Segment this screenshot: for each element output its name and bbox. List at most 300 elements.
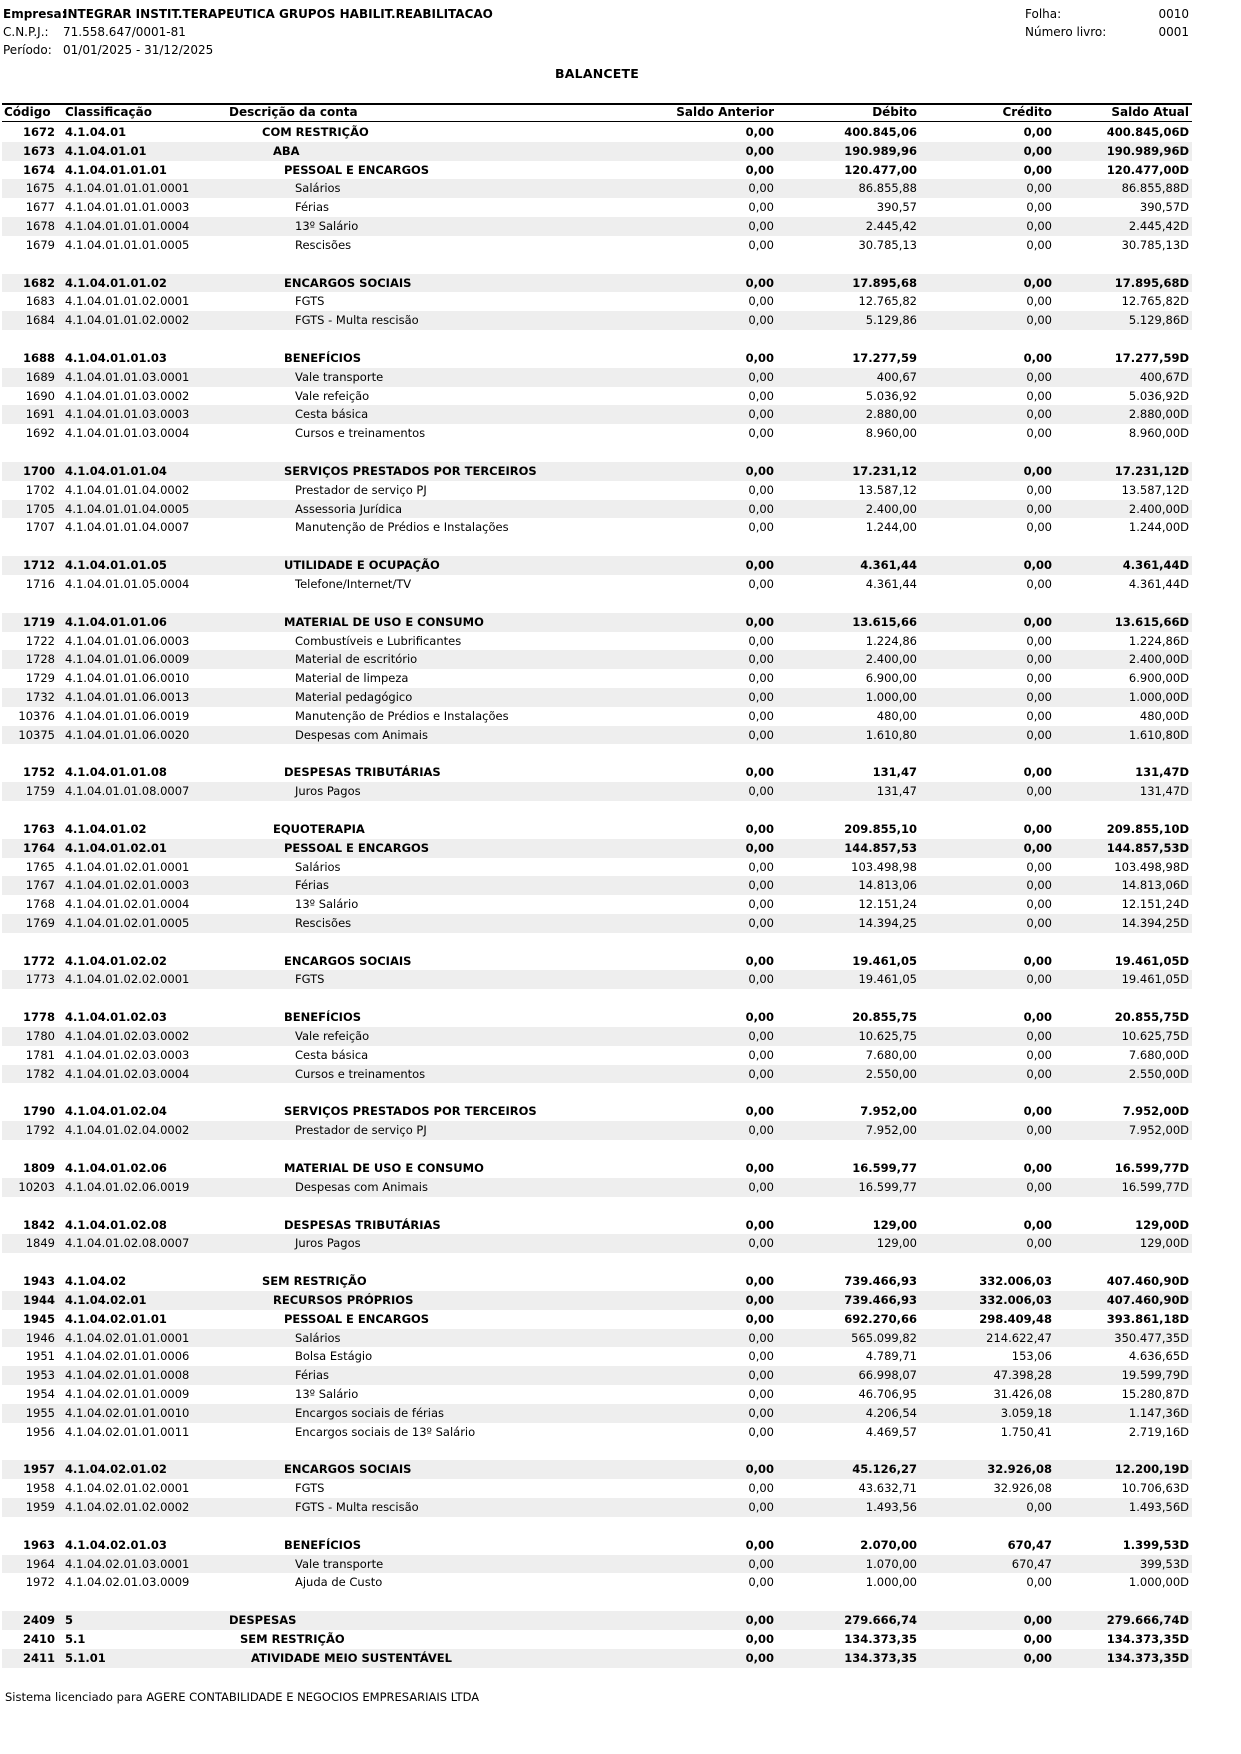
account-section [2, 1611, 1192, 1667]
cell-credito: 153,06 [1011, 1349, 1052, 1364]
cell-classificacao: 4.1.04.02.01.01.0009 [65, 1387, 190, 1402]
cell-credito: 0,00 [1026, 576, 1052, 591]
cell-credito: 0,00 [1023, 463, 1052, 478]
cell-credito: 0,00 [1023, 1613, 1052, 1628]
cell-classificacao: 4.1.04.01.01 [65, 143, 147, 158]
cell-saldo-anterior: 0,00 [748, 1066, 774, 1081]
cell-credito: 0,00 [1026, 200, 1052, 215]
cell-classificacao: 4.1.04.02.01 [65, 1293, 147, 1308]
cell-debito: 480,00 [876, 708, 917, 723]
cell-credito: 298.409,48 [979, 1311, 1052, 1326]
table-row [2, 405, 1192, 424]
cell-debito: 1.244,00 [865, 520, 917, 535]
numero-livro-value: 0001 [1158, 25, 1189, 39]
cell-descricao: UTILIDADE E OCUPAÇÃO [284, 558, 440, 573]
cell-debito: 16.599,77 [852, 1161, 917, 1176]
cell-descricao: Prestador de serviço PJ [295, 482, 427, 497]
empresa-value: INTEGRAR INSTIT.TERAPEUTICA GRUPOS HABILIT.REABILITACAO [63, 7, 493, 21]
cell-saldo-anterior: 0,00 [748, 633, 774, 648]
cell-debito: 43.632,71 [858, 1481, 917, 1496]
cell-credito: 0,00 [1026, 784, 1052, 799]
cell-descricao: Despesas com Animais [295, 727, 428, 742]
cell-descricao: BENEFÍCIOS [284, 350, 362, 365]
cell-descricao: RECURSOS PRÓPRIOS [273, 1293, 414, 1308]
cell-codigo: 10375 [18, 727, 55, 742]
cell-saldo-atual: 17.231,12D [1114, 463, 1189, 478]
cell-credito: 0,00 [1026, 708, 1052, 723]
cell-debito: 390,57 [876, 200, 917, 215]
cell-credito: 0,00 [1026, 1029, 1052, 1044]
cell-codigo: 1690 [25, 388, 55, 403]
column-header-saldo-atual: Saldo Atual [1111, 105, 1189, 119]
cell-credito: 0,00 [1023, 1650, 1052, 1665]
cell-codigo: 10203 [18, 1179, 55, 1194]
table-row [2, 349, 1192, 368]
cell-credito: 0,00 [1026, 294, 1052, 309]
cell-classificacao: 4.1.04.01.01.06.0010 [65, 671, 190, 686]
cell-descricao: 13º Salário [295, 897, 359, 912]
cell-credito: 0,00 [1026, 1500, 1052, 1515]
cell-credito: 0,00 [1026, 218, 1052, 233]
empresa-label: Empresa: [3, 7, 67, 21]
cell-debito: 692.270,66 [844, 1311, 917, 1326]
cell-descricao: Juros Pagos [295, 784, 361, 799]
cell-saldo-anterior: 0,00 [748, 897, 774, 912]
cell-saldo-atual: 2.445,42D [1128, 218, 1189, 233]
cell-saldo-atual: 480,00D [1139, 708, 1189, 723]
cell-codigo: 1972 [25, 1575, 55, 1590]
cell-saldo-anterior: 0,00 [748, 972, 774, 987]
cell-credito: 0,00 [1026, 313, 1052, 328]
cell-descricao: ENCARGOS SOCIAIS [284, 953, 412, 968]
account-section [2, 820, 1192, 933]
cell-credito: 0,00 [1023, 1104, 1052, 1119]
cell-classificacao: 4.1.04.02.01.01.0006 [65, 1349, 190, 1364]
cell-saldo-anterior: 0,00 [745, 143, 774, 158]
cell-codigo: 1964 [25, 1556, 55, 1571]
table-row [2, 858, 1192, 877]
cell-saldo-anterior: 0,00 [745, 558, 774, 573]
cell-credito: 0,00 [1026, 388, 1052, 403]
cell-saldo-atual: 7.680,00D [1128, 1047, 1189, 1062]
cell-debito: 4.469,57 [865, 1424, 917, 1439]
cell-saldo-atual: 1.224,86D [1128, 633, 1189, 648]
cell-descricao: Cesta básica [295, 407, 369, 422]
cell-debito: 12.151,24 [858, 897, 917, 912]
cell-saldo-atual: 2.880,00D [1128, 407, 1189, 422]
cell-descricao: MATERIAL DE USO E CONSUMO [284, 1161, 484, 1176]
cell-credito: 0,00 [1026, 1179, 1052, 1194]
cell-saldo-atual: 134.373,35D [1106, 1650, 1189, 1665]
cell-codigo: 1945 [22, 1311, 55, 1326]
cell-codigo: 1677 [25, 200, 55, 215]
table-row [2, 688, 1192, 707]
cell-saldo-anterior: 0,00 [745, 1311, 774, 1326]
cell-codigo: 1702 [25, 482, 55, 497]
table-row [2, 632, 1192, 651]
cell-classificacao: 5.1 [65, 1632, 86, 1646]
cell-classificacao: 4.1.04.01.02.03.0004 [65, 1066, 190, 1081]
cell-saldo-atual: 407.460,90D [1106, 1274, 1189, 1289]
periodo-value: 01/01/2025 - 31/12/2025 [63, 43, 214, 57]
cell-debito: 129,00 [872, 1217, 917, 1232]
column-header-debito: Débito [872, 105, 917, 119]
cell-debito: 565.099,82 [851, 1330, 917, 1345]
cell-debito: 2.400,00 [865, 652, 917, 667]
cell-codigo: 1944 [22, 1293, 55, 1308]
table-row [2, 1046, 1192, 1065]
cell-descricao: Férias [295, 878, 330, 893]
cell-codigo: 1780 [25, 1029, 55, 1044]
cell-saldo-anterior: 0,00 [748, 1556, 774, 1571]
cell-saldo-anterior: 0,00 [745, 1462, 774, 1477]
cell-credito: 0,00 [1026, 520, 1052, 535]
cell-descricao: Férias [295, 1368, 330, 1383]
cell-debito: 2.070,00 [860, 1537, 917, 1552]
cell-credito: 0,00 [1026, 181, 1052, 196]
table-row [2, 1178, 1192, 1197]
column-header-classificacao: Classificação [65, 105, 152, 119]
cell-debito: 400,67 [876, 369, 917, 384]
cell-classificacao: 4.1.04.01.01.02 [65, 275, 167, 290]
table-row [2, 1310, 1192, 1329]
cell-credito: 0,00 [1026, 859, 1052, 874]
cell-saldo-atual: 120.477,00D [1106, 162, 1189, 177]
cell-codigo: 2409 [22, 1613, 55, 1628]
cell-classificacao: 4.1.04.01.02.01 [65, 840, 167, 855]
account-section [2, 556, 1192, 594]
table-row [2, 1234, 1192, 1253]
cell-descricao: Salários [295, 859, 341, 874]
cell-descricao: Telefone/Internet/TV [295, 576, 412, 591]
cell-credito: 0,00 [1023, 953, 1052, 968]
cell-codigo: 1772 [22, 953, 55, 968]
cell-saldo-anterior: 0,00 [745, 821, 774, 836]
table-row [2, 462, 1192, 481]
cell-classificacao: 4.1.04.01.02.03.0003 [65, 1047, 190, 1062]
cell-descricao: Combustíveis e Lubrificantes [295, 633, 462, 648]
cell-saldo-anterior: 0,00 [748, 369, 774, 384]
column-header-codigo: Código [4, 105, 51, 119]
cell-classificacao: 4.1.04.01.01.01.0005 [65, 237, 190, 252]
table-row [2, 1573, 1192, 1592]
cell-debito: 1.493,56 [865, 1500, 917, 1515]
cell-descricao: Cursos e treinamentos [295, 426, 426, 441]
cell-saldo-atual: 4.636,65D [1128, 1349, 1189, 1364]
cell-classificacao: 4.1.04.01.01.08.0007 [65, 784, 190, 799]
cell-saldo-atual: 2.719,16D [1128, 1424, 1189, 1439]
cell-saldo-atual: 12.151,24D [1121, 897, 1189, 912]
cell-classificacao: 4.1.04.02.01.01.0001 [65, 1330, 190, 1345]
cell-descricao: Encargos sociais de 13º Salário [295, 1424, 476, 1439]
cell-saldo-anterior: 0,00 [745, 1650, 774, 1665]
cell-debito: 17.231,12 [852, 463, 917, 478]
cell-saldo-anterior: 0,00 [748, 1424, 774, 1439]
cell-credito: 332.006,03 [979, 1274, 1052, 1289]
cell-saldo-anterior: 0,00 [748, 1368, 774, 1383]
table-row [2, 1460, 1192, 1479]
cell-classificacao: 4.1.04.01.01.06.0019 [65, 708, 190, 723]
cell-saldo-anterior: 0,00 [745, 162, 774, 177]
cell-descricao: Cursos e treinamentos [295, 1066, 426, 1081]
cell-codigo: 1688 [22, 350, 55, 365]
cell-codigo: 1809 [22, 1161, 55, 1176]
cell-credito: 0,00 [1026, 652, 1052, 667]
cell-saldo-atual: 17.277,59D [1114, 350, 1189, 365]
table-row [2, 650, 1192, 669]
cell-credito: 0,00 [1023, 1161, 1052, 1176]
cell-credito: 0,00 [1023, 275, 1052, 290]
account-section [2, 349, 1192, 443]
cell-descricao: 13º Salário [295, 218, 359, 233]
cell-descricao: Material de limpeza [295, 671, 409, 686]
cell-classificacao: 4.1.04.01.01.04.0002 [65, 482, 190, 497]
cell-debito: 134.373,35 [844, 1650, 917, 1665]
cell-credito: 0,00 [1026, 727, 1052, 742]
cell-debito: 1.224,86 [865, 633, 917, 648]
cell-classificacao: 4.1.04.01.02.02.0001 [65, 972, 190, 987]
cell-descricao: Prestador de serviço PJ [295, 1123, 427, 1138]
cell-debito: 30.785,13 [858, 237, 917, 252]
table-row [2, 217, 1192, 236]
cell-saldo-anterior: 0,00 [748, 294, 774, 309]
table-row [2, 876, 1192, 895]
account-section [2, 462, 1192, 537]
cell-credito: 0,00 [1026, 1236, 1052, 1251]
cell-classificacao: 4.1.04.01.01.05 [65, 558, 167, 573]
cell-saldo-anterior: 0,00 [745, 275, 774, 290]
cell-saldo-atual: 7.952,00D [1128, 1123, 1189, 1138]
cell-debito: 739.466,93 [844, 1274, 917, 1289]
cell-classificacao: 4.1.04.01.01.05.0004 [65, 576, 190, 591]
cell-classificacao: 4.1.04.01.01.08 [65, 765, 167, 780]
cell-classificacao: 4.1.04.01.02.03 [65, 1010, 167, 1025]
cell-saldo-atual: 390,57D [1139, 200, 1189, 215]
cell-classificacao: 4.1.04.01.01.03.0001 [65, 369, 190, 384]
cell-saldo-atual: 399,53D [1139, 1556, 1189, 1571]
cell-codigo: 1678 [25, 218, 55, 233]
cell-saldo-anterior: 0,00 [748, 1349, 774, 1364]
cell-codigo: 1700 [22, 463, 55, 478]
table-row [2, 1536, 1192, 1555]
cell-codigo: 1716 [25, 576, 55, 591]
cell-debito: 5.129,86 [865, 313, 917, 328]
table-row [2, 1008, 1192, 1027]
cell-descricao: Vale transporte [295, 1556, 384, 1571]
table-row [2, 1498, 1192, 1517]
cell-saldo-atual: 129,00D [1135, 1217, 1189, 1232]
cell-saldo-anterior: 0,00 [748, 915, 774, 930]
cell-descricao: Material pedagógico [295, 689, 413, 704]
folha-value: 0010 [1158, 7, 1189, 21]
table-row [2, 707, 1192, 726]
cell-saldo-anterior: 0,00 [748, 671, 774, 686]
table-row [2, 1555, 1192, 1574]
cell-saldo-atual: 1.244,00D [1128, 520, 1189, 535]
cell-descricao: SEM RESTRIÇÃO [262, 1274, 367, 1289]
cnpj-value: 71.558.647/0001-81 [63, 25, 186, 39]
cell-saldo-anterior: 0,00 [748, 1500, 774, 1515]
cell-codigo: 1674 [22, 162, 55, 177]
cell-saldo-atual: 16.599,77D [1121, 1179, 1189, 1194]
cell-credito: 0,00 [1026, 1575, 1052, 1590]
cell-debito: 1.610,80 [865, 727, 917, 742]
table-row [2, 575, 1192, 594]
table-row [2, 179, 1192, 198]
table-row [2, 952, 1192, 971]
table-row [2, 1611, 1192, 1630]
cell-debito: 1.000,00 [865, 689, 917, 704]
cell-saldo-atual: 1.610,80D [1128, 727, 1189, 742]
cell-debito: 10.625,75 [858, 1029, 917, 1044]
table-row [2, 1385, 1192, 1404]
table-row [2, 311, 1192, 330]
cell-codigo: 1767 [25, 878, 55, 893]
cell-credito: 0,00 [1026, 915, 1052, 930]
cell-debito: 8.960,00 [865, 426, 917, 441]
cell-codigo: 1684 [25, 313, 55, 328]
cell-debito: 66.998,07 [858, 1368, 917, 1383]
cell-debito: 103.498,98 [851, 859, 917, 874]
cell-descricao: FGTS [295, 1481, 325, 1496]
table-row [2, 198, 1192, 217]
cell-saldo-anterior: 0,00 [748, 576, 774, 591]
cell-classificacao: 4.1.04.01.01.06.0013 [65, 689, 190, 704]
cell-classificacao: 4.1.04.01 [65, 125, 127, 139]
cell-codigo: 1705 [25, 501, 55, 516]
cell-descricao: SEM RESTRIÇÃO [240, 1632, 345, 1646]
cell-classificacao: 4.1.04.01.01.06.0020 [65, 727, 190, 742]
cell-classificacao: 4.1.04.01.01.03 [65, 350, 167, 365]
cell-saldo-anterior: 0,00 [745, 1632, 774, 1646]
cell-saldo-atual: 5.036,92D [1128, 388, 1189, 403]
cell-saldo-atual: 2.550,00D [1128, 1066, 1189, 1081]
cell-debito: 209.855,10 [844, 821, 917, 836]
cell-debito: 17.895,68 [852, 275, 917, 290]
cell-codigo: 1951 [25, 1349, 55, 1364]
table-row [2, 763, 1192, 782]
cell-descricao: Vale refeição [295, 1029, 370, 1044]
table-row [2, 1216, 1192, 1235]
cell-debito: 13.587,12 [858, 482, 917, 497]
cell-credito: 0,00 [1023, 143, 1052, 158]
cell-debito: 20.855,75 [852, 1010, 917, 1025]
cell-saldo-anterior: 0,00 [745, 1613, 774, 1628]
cell-debito: 131,47 [876, 784, 917, 799]
cell-descricao: BENEFÍCIOS [284, 1537, 362, 1552]
cell-credito: 0,00 [1023, 821, 1052, 836]
table-row [2, 1479, 1192, 1498]
cell-classificacao: 4.1.04.01.01.04.0005 [65, 501, 190, 516]
cell-codigo: 2411 [22, 1650, 55, 1665]
cell-credito: 0,00 [1023, 350, 1052, 365]
cell-saldo-anterior: 0,00 [745, 614, 774, 629]
cell-classificacao: 4.1.04.01.02.08.0007 [65, 1236, 190, 1251]
cell-credito: 0,00 [1026, 972, 1052, 987]
cell-saldo-atual: 190.989,96D [1106, 143, 1189, 158]
cell-credito: 31.426,08 [993, 1387, 1052, 1402]
cell-classificacao: 4.1.04.01.02.01.0001 [65, 859, 190, 874]
cell-saldo-atual: 131,47D [1135, 765, 1189, 780]
table-row [2, 500, 1192, 519]
cell-debito: 6.900,00 [865, 671, 917, 686]
cell-classificacao: 4.1.04.01.01.03.0004 [65, 426, 190, 441]
periodo-label: Período: [3, 43, 52, 57]
cell-classificacao: 4.1.04.01.01.01.0004 [65, 218, 190, 233]
cell-saldo-atual: 393.861,18D [1106, 1311, 1189, 1326]
cell-saldo-anterior: 0,00 [745, 953, 774, 968]
cell-saldo-atual: 1.000,00D [1128, 689, 1189, 704]
table-row [2, 914, 1192, 933]
cell-debito: 4.206,54 [865, 1405, 917, 1420]
cell-classificacao: 4.1.04.01.02.02 [65, 953, 167, 968]
cell-codigo: 1712 [22, 558, 55, 573]
cell-descricao: Rescisões [295, 237, 352, 252]
table-row [2, 518, 1192, 537]
table-row [2, 1649, 1192, 1668]
cell-saldo-anterior: 0,00 [748, 520, 774, 535]
cell-debito: 1.070,00 [865, 1556, 917, 1571]
cell-debito: 4.361,44 [860, 558, 917, 573]
cell-credito: 0,00 [1026, 689, 1052, 704]
cell-saldo-anterior: 0,00 [748, 482, 774, 497]
cell-saldo-atual: 16.599,77D [1114, 1161, 1189, 1176]
cell-debito: 4.789,71 [865, 1349, 917, 1364]
page-title: BALANCETE [555, 66, 639, 81]
cell-saldo-atual: 15.280,87D [1121, 1387, 1189, 1402]
cell-saldo-anterior: 0,00 [748, 200, 774, 215]
cell-classificacao: 5.1.01 [65, 1650, 106, 1665]
table-row [2, 1121, 1192, 1140]
cell-codigo: 1692 [25, 426, 55, 441]
table-row [2, 669, 1192, 688]
cell-saldo-atual: 6.900,00D [1128, 671, 1189, 686]
cell-credito: 0,00 [1026, 1123, 1052, 1138]
table-row [2, 481, 1192, 500]
cell-saldo-anterior: 0,00 [745, 1293, 774, 1308]
cell-saldo-anterior: 0,00 [745, 840, 774, 855]
cell-saldo-anterior: 0,00 [748, 727, 774, 742]
cell-descricao: Rescisões [295, 915, 352, 930]
cell-classificacao: 4.1.04.01.02.08 [65, 1217, 167, 1232]
table-body [2, 123, 1192, 1668]
cell-debito: 46.706,95 [858, 1387, 917, 1402]
account-section [2, 1460, 1192, 1516]
cell-credito: 32.926,08 [987, 1462, 1052, 1477]
cell-credito: 0,00 [1026, 633, 1052, 648]
cell-saldo-anterior: 0,00 [748, 1029, 774, 1044]
cell-saldo-atual: 129,00D [1139, 1236, 1189, 1251]
table-row [2, 1630, 1192, 1649]
cell-codigo: 1722 [25, 633, 55, 648]
cell-credito: 0,00 [1026, 878, 1052, 893]
cell-credito: 0,00 [1026, 671, 1052, 686]
cell-debito: 45.126,27 [852, 1462, 917, 1477]
cell-credito: 0,00 [1026, 897, 1052, 912]
cell-debito: 129,00 [876, 1236, 917, 1251]
cell-debito: 739.466,93 [844, 1293, 917, 1308]
cell-credito: 0,00 [1026, 407, 1052, 422]
cell-classificacao: 4.1.04.01.02.06 [65, 1161, 167, 1176]
cell-credito: 0,00 [1023, 558, 1052, 573]
cell-saldo-anterior: 0,00 [745, 1537, 774, 1552]
cell-credito: 0,00 [1026, 501, 1052, 516]
cell-descricao: BENEFÍCIOS [284, 1010, 362, 1025]
table-row [2, 292, 1192, 311]
cell-descricao: Despesas com Animais [295, 1179, 428, 1194]
cell-classificacao: 4.1.04.01.01.06.0003 [65, 633, 190, 648]
cell-credito: 0,00 [1026, 1066, 1052, 1081]
